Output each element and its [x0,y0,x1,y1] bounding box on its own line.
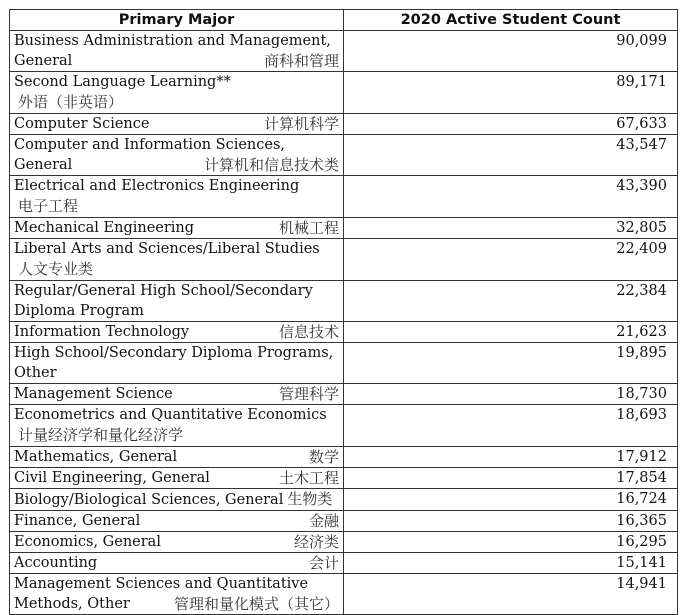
major-chinese-name: 计算机和信息技术类 [203,156,339,174]
major-name: Finance, General [14,513,141,529]
major-cell [10,447,344,468]
student-count-cell: 21,623 [344,322,678,343]
major-name: Biology/Biological Sciences, General [14,492,284,508]
student-count-cell: 16,724 [344,489,678,511]
major-name: Mathematics, General [14,449,178,465]
major-chinese-name: 计量经济学和量化经济学 [18,426,184,444]
student-count-cell: 17,854 [344,468,678,489]
major-cell [10,135,344,176]
major-name: Information Technology [14,324,190,340]
major-chinese-name: 商科和管理 [263,52,339,70]
major-name: Civil Engineering, General [14,470,210,486]
table-row [10,553,678,574]
major-name: Electrical and Electronics Engineering [14,178,300,194]
major-name: Regular/General High School/Secondary Diploma Program [14,283,313,319]
major-name: Computer Science [14,116,150,132]
student-count-cell: 67,633 [344,114,678,135]
major-cell [10,281,344,322]
table-row [10,72,678,114]
student-count-cell: 90,099 [344,31,678,72]
table-row [10,114,678,135]
major-cell [10,72,344,114]
major-cell [10,343,344,384]
major-name: High School/Secondary Diploma Programs, Other [14,345,334,381]
major-name: Second Language Learning** [14,74,231,90]
major-chinese-name: 外语（非英语） [18,93,124,111]
student-count-cell: 22,384 [344,281,678,322]
table-row [10,322,678,343]
major-cell [10,384,344,405]
table-row [10,384,678,405]
student-count-cell: 18,730 [344,384,678,405]
major-chinese-name: 人文专业类 [18,260,94,278]
major-name: Business Administration and Management, General [14,33,331,69]
table-row [10,532,678,553]
major-chinese-name: 计算机科学 [263,115,339,133]
table-row [10,405,678,447]
student-count-cell: 16,365 [344,511,678,532]
student-count-cell: 14,941 [344,574,678,615]
major-cell [10,574,344,615]
major-cell [10,322,344,343]
student-count-cell: 32,805 [344,218,678,239]
major-cell [10,176,344,218]
major-cell [10,489,344,511]
major-chinese-name: 生物类 [287,490,333,508]
student-count-cell: 43,547 [344,135,678,176]
student-count-cell: 19,895 [344,343,678,384]
major-cell [10,239,344,281]
major-cell [10,31,344,72]
major-cell [10,218,344,239]
table-row [10,135,678,176]
header-student-count: 2020 Active Student Count [344,10,678,31]
major-chinese-name: 会计 [308,554,339,572]
header-primary-major: Primary Major [10,10,344,31]
table-row [10,447,678,468]
major-name: Liberal Arts and Sciences/Liberal Studies [14,241,320,257]
table-row [10,511,678,532]
major-chinese-name: 管理和量化模式（其它） [173,595,339,613]
major-cell [10,405,344,447]
student-count-cell: 18,693 [344,405,678,447]
table-row [10,574,678,615]
major-name: Econometrics and Quantitative Economics [14,407,327,423]
student-count-cell: 43,390 [344,176,678,218]
major-chinese-name: 管理科学 [278,385,339,403]
major-name: Mechanical Engineering [14,220,195,236]
major-name: Computer and Information Sciences, General [14,137,286,173]
student-count-cell: 89,171 [344,72,678,114]
table-row [10,281,678,322]
major-cell [10,553,344,574]
student-count-cell: 17,912 [344,447,678,468]
student-count-cell: 15,141 [344,553,678,574]
major-chinese-name: 经济类 [293,533,339,551]
student-count-cell: 16,295 [344,532,678,553]
major-cell [10,468,344,489]
major-cell [10,532,344,553]
table-row [10,31,678,72]
header-row [10,10,678,31]
student-count-cell: 22,409 [344,239,678,281]
major-name: Management Science [14,386,173,402]
major-chinese-name: 土木工程 [278,469,339,487]
major-name: Economics, General [14,534,161,550]
major-chinese-name: 机械工程 [278,219,339,237]
major-chinese-name: 金融 [308,512,339,530]
major-chinese-name: 数学 [308,448,339,466]
major-cell [10,114,344,135]
table-row [10,468,678,489]
major-chinese-name: 电子工程 [18,197,79,215]
major-cell [10,511,344,532]
table-row [10,343,678,384]
table-row [10,218,678,239]
major-chinese-name: 信息技术 [278,323,339,341]
major-name: Accounting [14,555,98,571]
table-row [10,176,678,218]
majors-table [9,9,678,615]
table-row [10,489,678,511]
major-name: Management Sciences and Quantitative Methods, Other [14,576,309,612]
table-row [10,239,678,281]
